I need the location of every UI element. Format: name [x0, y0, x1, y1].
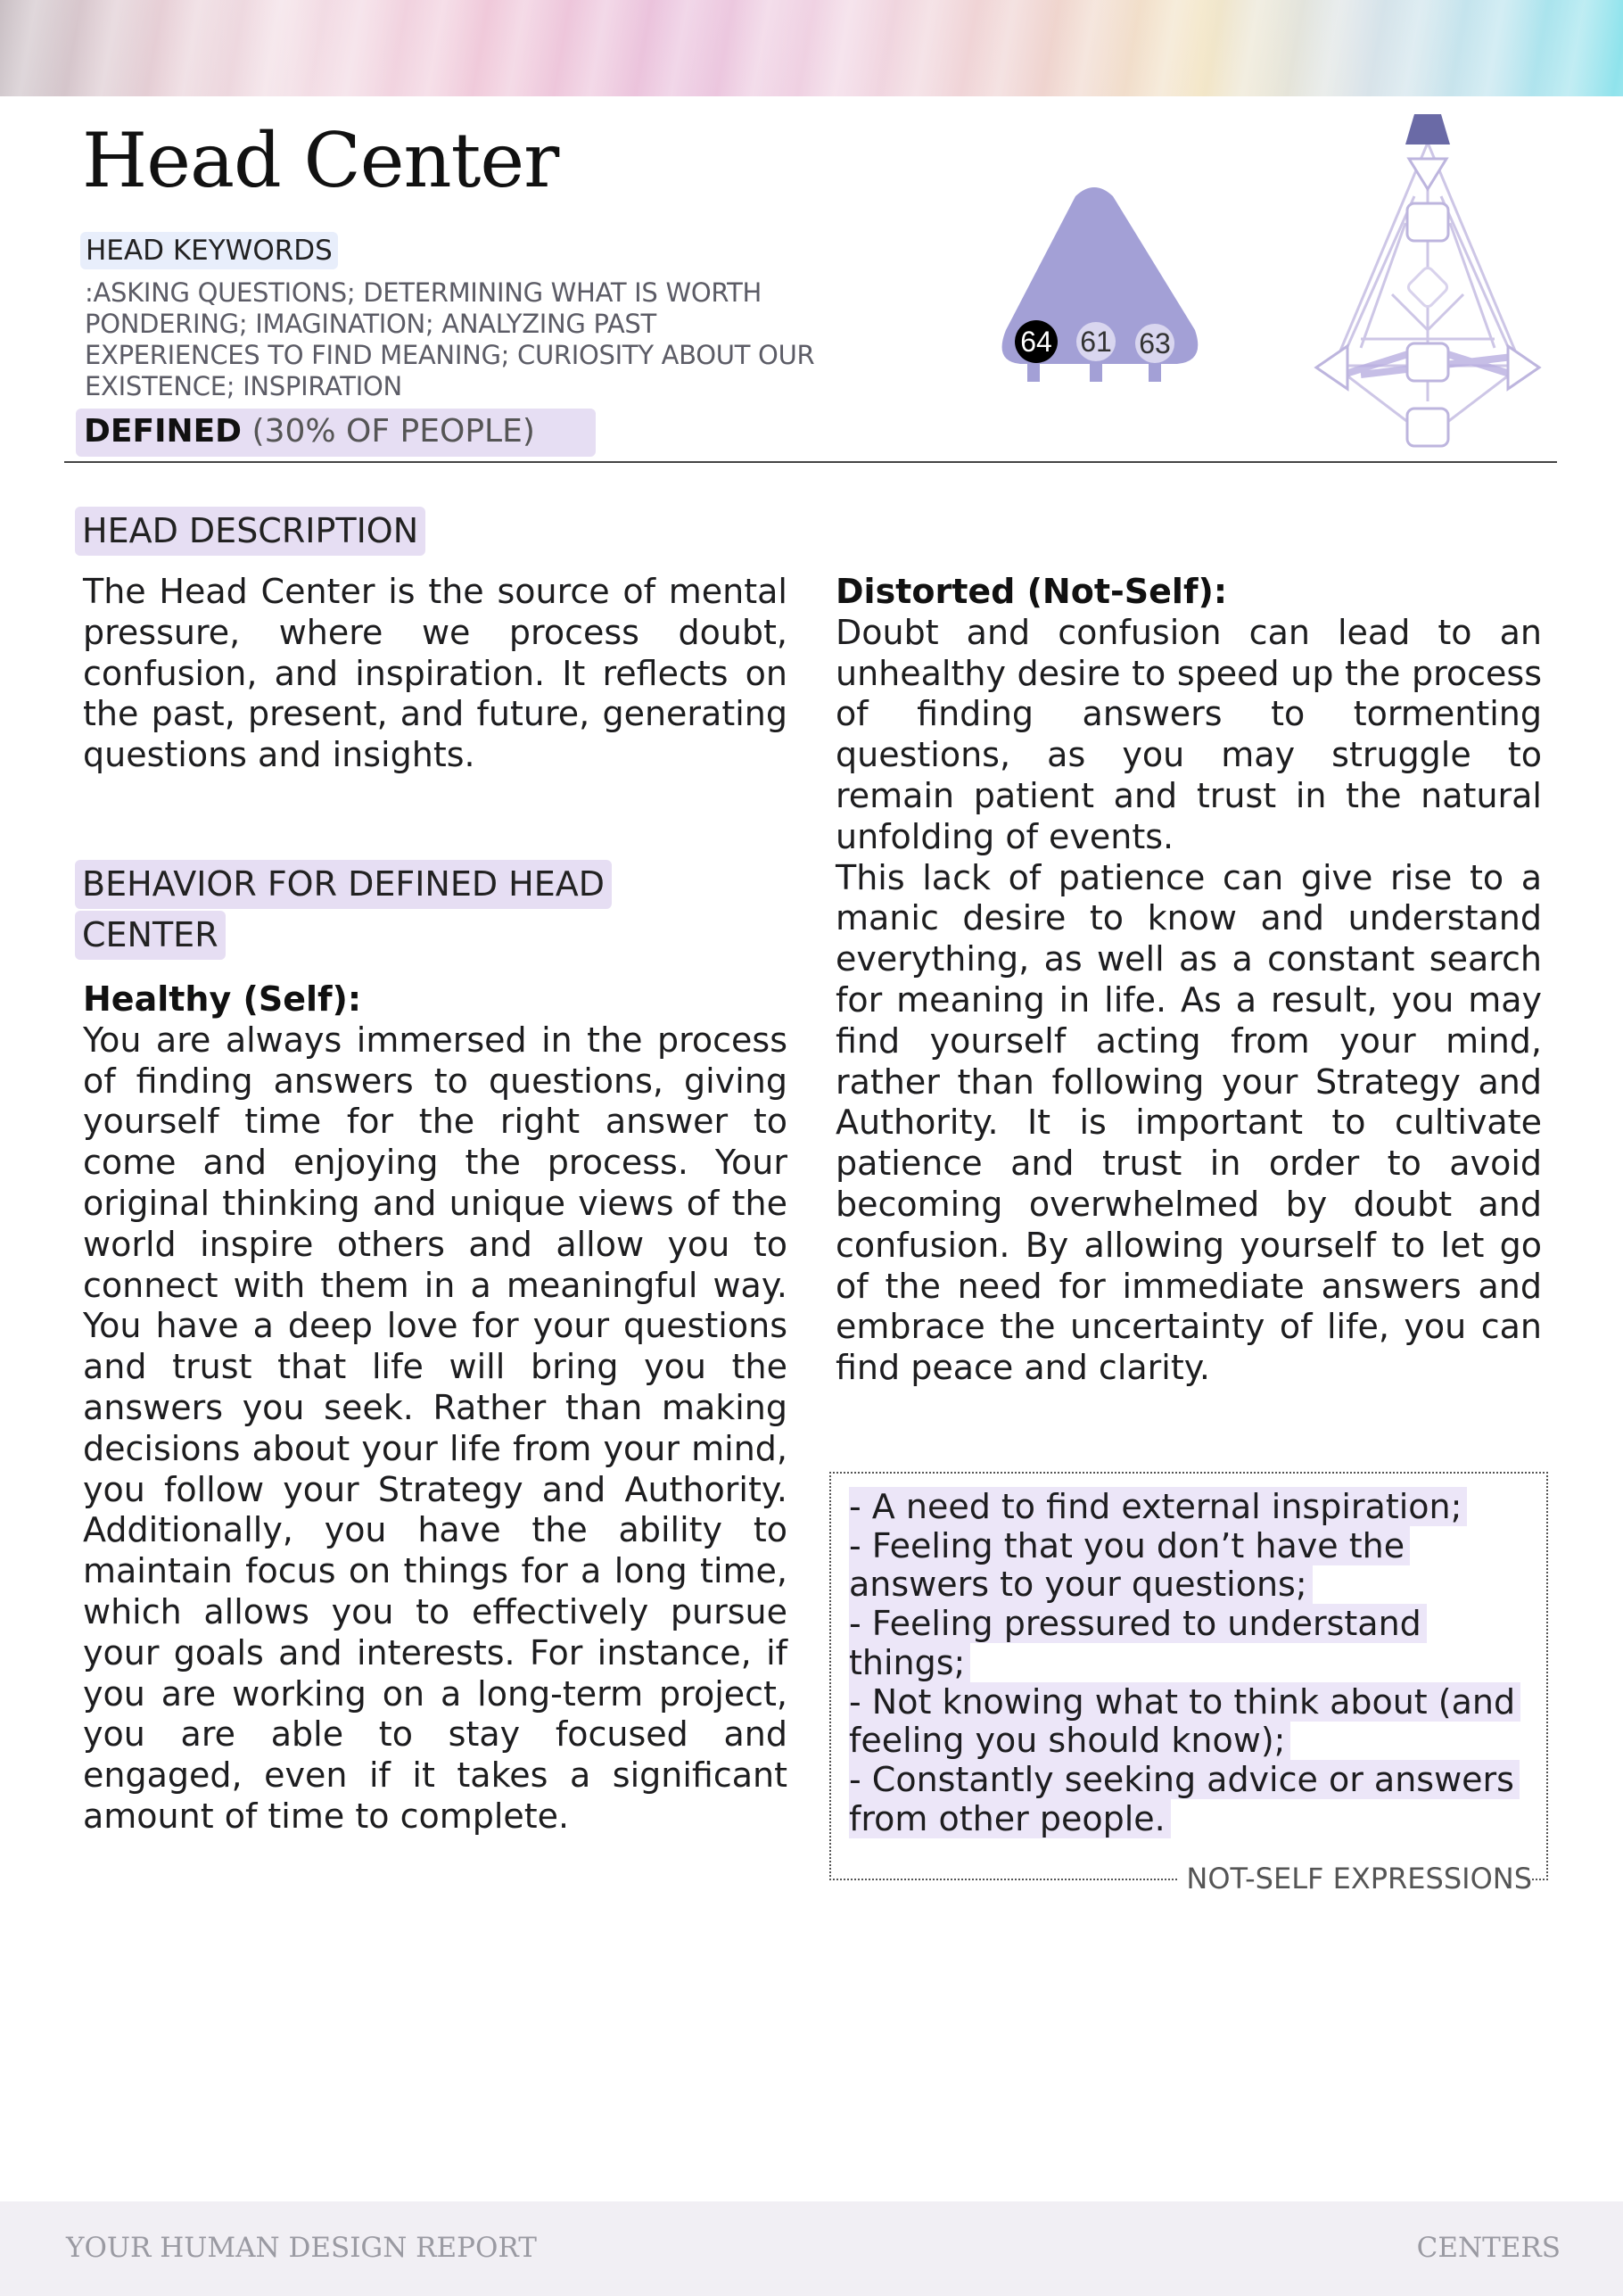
defined-stat: (30% OF PEOPLE): [251, 413, 535, 450]
footer-right-text: CENTERS: [1416, 2232, 1561, 2264]
list-item: [849, 1527, 1545, 1605]
not-self-item-text: - Feeling pressured to understand things;: [849, 1604, 1427, 1682]
head-center-triangle-icon: [999, 178, 1204, 392]
keywords-text: :ASKING QUESTIONS; DETERMINING WHAT IS WORTH PONDERING; IMAGINATION; ANALYZING PAST EXPERIENCES TO FIND MEANING; CURIOSITY ABOUT OUR EXISTENCE; INSPIRATION: [85, 277, 815, 401]
list-item: [849, 1683, 1545, 1761]
behavior-heading-line2: CENTER: [75, 911, 226, 960]
footer-left-text: YOUR HUMAN DESIGN REPORT: [66, 2232, 537, 2264]
bodygraph-icon: [1307, 107, 1548, 455]
distorted-text-2: This lack of patience can give rise to a manic desire to know and understand everything, as well as a constant search for meaning in life. As a result, you may find yourself acting from your mind, rather than following your Strategy and Authority. It is important to cultivate patience and trust in order to avoid becoming overwhelmed by doubt and confusion. By allowing yourself to let go of the need for immediate answers and embrace the uncertainty of life, you can find peace and clarity.: [836, 857, 1542, 1388]
keywords-label: HEAD KEYWORDS: [80, 232, 338, 269]
not-self-label: NOT-SELF EXPRESSIONS: [1179, 1862, 1532, 1895]
gate-63-label: 63: [1139, 327, 1171, 359]
not-self-item-text: - A need to find external inspiration;: [849, 1487, 1467, 1526]
behavior-heading-line1: BEHAVIOR FOR DEFINED HEAD: [75, 860, 612, 909]
list-item: [849, 1761, 1545, 1838]
not-self-item-text: - Not knowing what to think about (and feeling you should know);: [849, 1682, 1520, 1761]
not-self-item-text: - Feeling that you don’t have the answers to your questions;: [849, 1526, 1410, 1605]
healthy-column: [83, 979, 787, 1838]
distorted-text-1: Doubt and confusion can lead to an unhealthy desire to speed up the process of finding answers to tormenting questions, as you may struggle to remain patient and trust in the natural unfolding of events.: [836, 612, 1542, 856]
description-text: The Head Center is the source of mental pressure, where we process doubt, confusion, and inspiration. It reflects on the past, present, and future, generating questions and insights.: [83, 572, 787, 775]
gate-61-label: 61: [1080, 326, 1112, 358]
defined-label: DEFINED: [84, 413, 243, 450]
distorted-column: [836, 572, 1542, 1389]
description-heading: HEAD DESCRIPTION: [75, 507, 425, 556]
description-column: [83, 572, 787, 776]
not-self-item-text: - Constantly seeking advice or answers from other people.: [849, 1760, 1520, 1838]
list-item: [849, 1605, 1545, 1682]
healthy-text: You are always immersed in the process of finding answers to questions, giving yourself time for the right answer to come and enjoying the process. Your original thinking and unique views of the world inspire others and allow you to connect with them in a meaningful way. You have a deep love for your questions and trust that life will bring you the answers you seek. Rather than making decisions about your life from your mind, you follow your Strategy and Authority. Additionally, you have the ability to maintain focus on things for a long time, which allows you to effectively pursue your goals and interests. For instance, if you are working on a long-term project, you are able to stay focused and engaged, even if it takes a significant amount of time to complete.: [83, 1020, 787, 1836]
page-title: Head Center: [82, 117, 559, 204]
defined-badge: [76, 409, 596, 457]
header-divider: [64, 461, 1557, 463]
gate-64-label: 64: [1020, 326, 1052, 358]
header-banner: [0, 0, 1623, 96]
list-item: [849, 1488, 1545, 1527]
healthy-heading: Healthy (Self):: [83, 979, 362, 1019]
distorted-heading: Distorted (Not-Self):: [836, 572, 1228, 611]
not-self-list: [849, 1488, 1545, 1838]
